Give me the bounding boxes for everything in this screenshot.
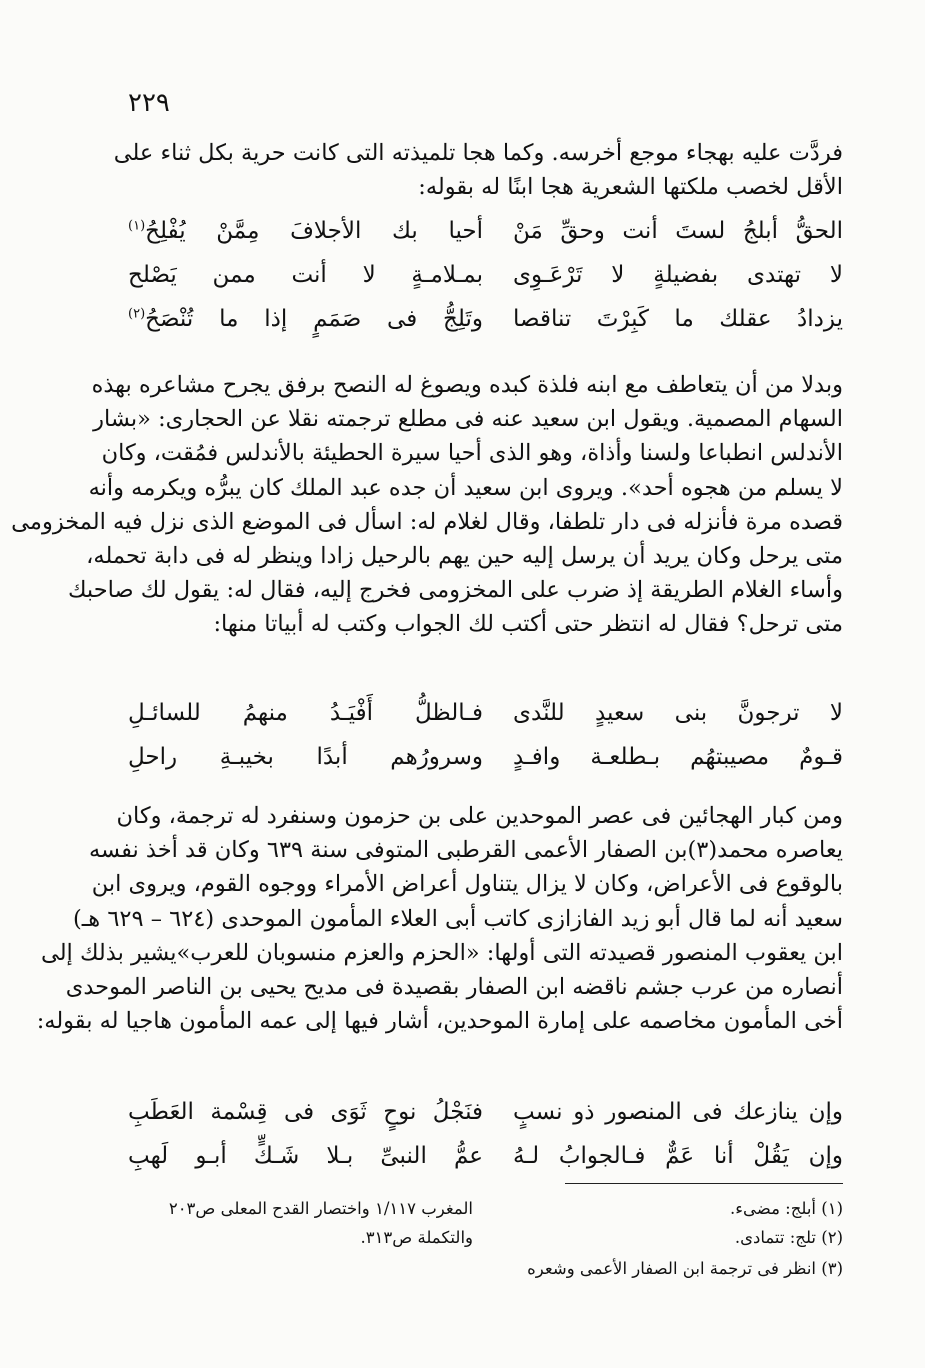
verse-row	[128, 1099, 843, 1143]
verse-first-hemistich: لا تهتدى بفضيلةٍ لا تَرْعَـوِى	[513, 262, 843, 288]
text-line: متى ترحل؟ فقال له انتظر حتى أكتب لك الجواب وكتب له أبياتا منها:	[213, 611, 843, 638]
verse-second-hemistich: عمُّ النبىِّ بـلا شَـكٍّ أبـو لَهبِ	[128, 1143, 483, 1169]
footnote-marker: (٢)	[128, 306, 146, 322]
text-line: ومن كبار الهجائين فى عصر الموحدين على بن حزمون وسنفرد له ترجمة، وكان	[116, 803, 843, 829]
footnote-marker: (١)	[128, 218, 146, 234]
hemistich-text: أحيا بك الأجلافَ مِمَّنْ يُفْلِحُ	[145, 218, 483, 244]
text-line: الأقل لخصب ملكتها الشعرية هجا ابنًا له بقوله:	[418, 174, 843, 201]
hemistich-text: وتَلِجُّ فى صَمَمٍ إذا ما تُنْصَحُ	[145, 306, 483, 332]
body-paragraph-2	[11, 368, 843, 642]
verse-first-hemistich: وإن ينازعك فى المنصور ذو نسبٍ	[513, 1099, 843, 1125]
text-line: أخى المأمون مخاصمه على إمارة الموحدين، أشار فيها إلى عمه المأمون هاجيا له بقوله:	[36, 1008, 843, 1035]
text-line: قصده مرة فأنزله فى دار تلطفا، وقال لغلام له: اسأل فى الموضع الذى نزل فيه المخزومى	[11, 508, 843, 535]
poem-2	[128, 700, 843, 788]
footnote-source-2: والتكملة ص٣١٣.	[360, 1228, 473, 1247]
text-line: فردَّت عليه بهجاء موجع أخرسه. وكما هجا تلميذته التى كانت حرية بكل ثناء على	[113, 140, 843, 166]
intro-paragraph	[113, 136, 843, 204]
text-line: ابن يعقوب المنصور قصيدته التى أولها: «الحزم والعزم منسوبان للعرب»يشير بذلك إلى	[40, 939, 843, 966]
verse-row	[128, 218, 843, 262]
text-line: السهام المصمية. ويقول ابن سعيد عنه فى مطلع ترجمته نقلا عن الحجارى: «بشار	[93, 406, 843, 433]
verse-second-hemistich	[128, 218, 483, 244]
verse-row	[128, 700, 843, 744]
poem-1	[128, 218, 843, 350]
footnote-2: (٢) تلج: تتمادى.	[734, 1228, 843, 1247]
footnote-3: (٣) انظر فى ترجمة ابن الصفار الأعمى وشعره	[527, 1259, 843, 1278]
verse-second-hemistich: فنَجْلُ نوحٍ ثَوَى فى قِسْمة العَطَبِ	[128, 1099, 483, 1125]
text-line: بالوقوع فى الأعراض، وكان لا يزال يتناول أعراض الأمراء ووجوه القوم، ويروى ابن	[91, 871, 843, 898]
text-line: الأندلس انطباعا ولسنا وأذاة، وهو الذى أحيا سيرة الحطيئة بالأندلس فمُقت، وكان	[101, 440, 843, 467]
verse-second-hemistich: وسرورُهم أبدًا بخيبـةِ راحلِ	[128, 744, 483, 770]
verse-second-hemistich	[128, 306, 483, 332]
verse-first-hemistich: الحقُّ أبلجُ لستَ أنت وحقِّ مَنْ	[513, 218, 843, 244]
text-line: متى يرحل وكان يريد أن يرسل إليه حين يهم بالرحيل زادا وينظر له فى دابة تحمله،	[86, 543, 843, 570]
text-line: وبدلا من أن يتعاطف مع ابنه فلذة كبده ويصوغ له النصح برفق يجرح مشاعره بهذه	[91, 372, 843, 398]
verse-second-hemistich: بمـلامـةٍ لا أنت ممن يَصْلح	[128, 262, 483, 288]
verse-first-hemistich: يزدادُ عقلك ما كَبِرْتَ تناقصا	[513, 306, 843, 332]
verse-first-hemistich: لا ترجونَّ بنى سعيدٍ للنَّدى	[513, 700, 843, 726]
text-line: وأساء الغلام الطريقة إذ ضرب على المخزومى فخرج إليه، فقال له: يقول لك صاحبك	[67, 577, 843, 604]
body-paragraph-3	[36, 799, 843, 1038]
poem-3	[128, 1099, 843, 1187]
footnote-separator	[565, 1183, 843, 1184]
text-line: يعاصره محمد(٣)بن الصفار الأعمى القرطبى المتوفى سنة ٦٣٩ وكان قد أخذ نفسه	[88, 837, 843, 864]
footnote-1: (١) أبلج: مضىء.	[730, 1199, 843, 1218]
verse-row	[128, 306, 843, 350]
verse-second-hemistich: فـالظلُّ أَفْيَـدُ منهمُ للسائـلِ	[128, 700, 483, 726]
page-number: ٢٢٩	[128, 88, 170, 118]
text-line: سعيد أنه لما قال أبو زيد الفازازى كاتب أبى العلاء المأمون الموحدى (٦٢٤ – ٦٢٩ هـ)	[72, 905, 843, 932]
verse-first-hemistich: وإن يَقُلْ أنا عَمٌّ فـالجوابُ لـهُ	[513, 1143, 843, 1169]
text-line: أنصاره من عرب جشم ناقضه ابن الصفار بقصيدة فى مديح يحيى بن الناصر الموحدى	[65, 974, 843, 1001]
verse-first-hemistich: قـومٌ مصيبتهُم بـطلعـة وافـدٍ	[513, 744, 843, 770]
footnote-source-1: المغرب ١/١١٧ واختصار القدح المعلى ص٢٠٣	[168, 1199, 473, 1218]
verse-row	[128, 262, 843, 306]
text-line: لا يسلم من هجوه أحد». ويروى ابن سعيد أن جده عبد الملك كان يبرُّه ويكرمه وأنه	[88, 474, 843, 501]
verse-row	[128, 1143, 843, 1187]
verse-row	[128, 744, 843, 788]
